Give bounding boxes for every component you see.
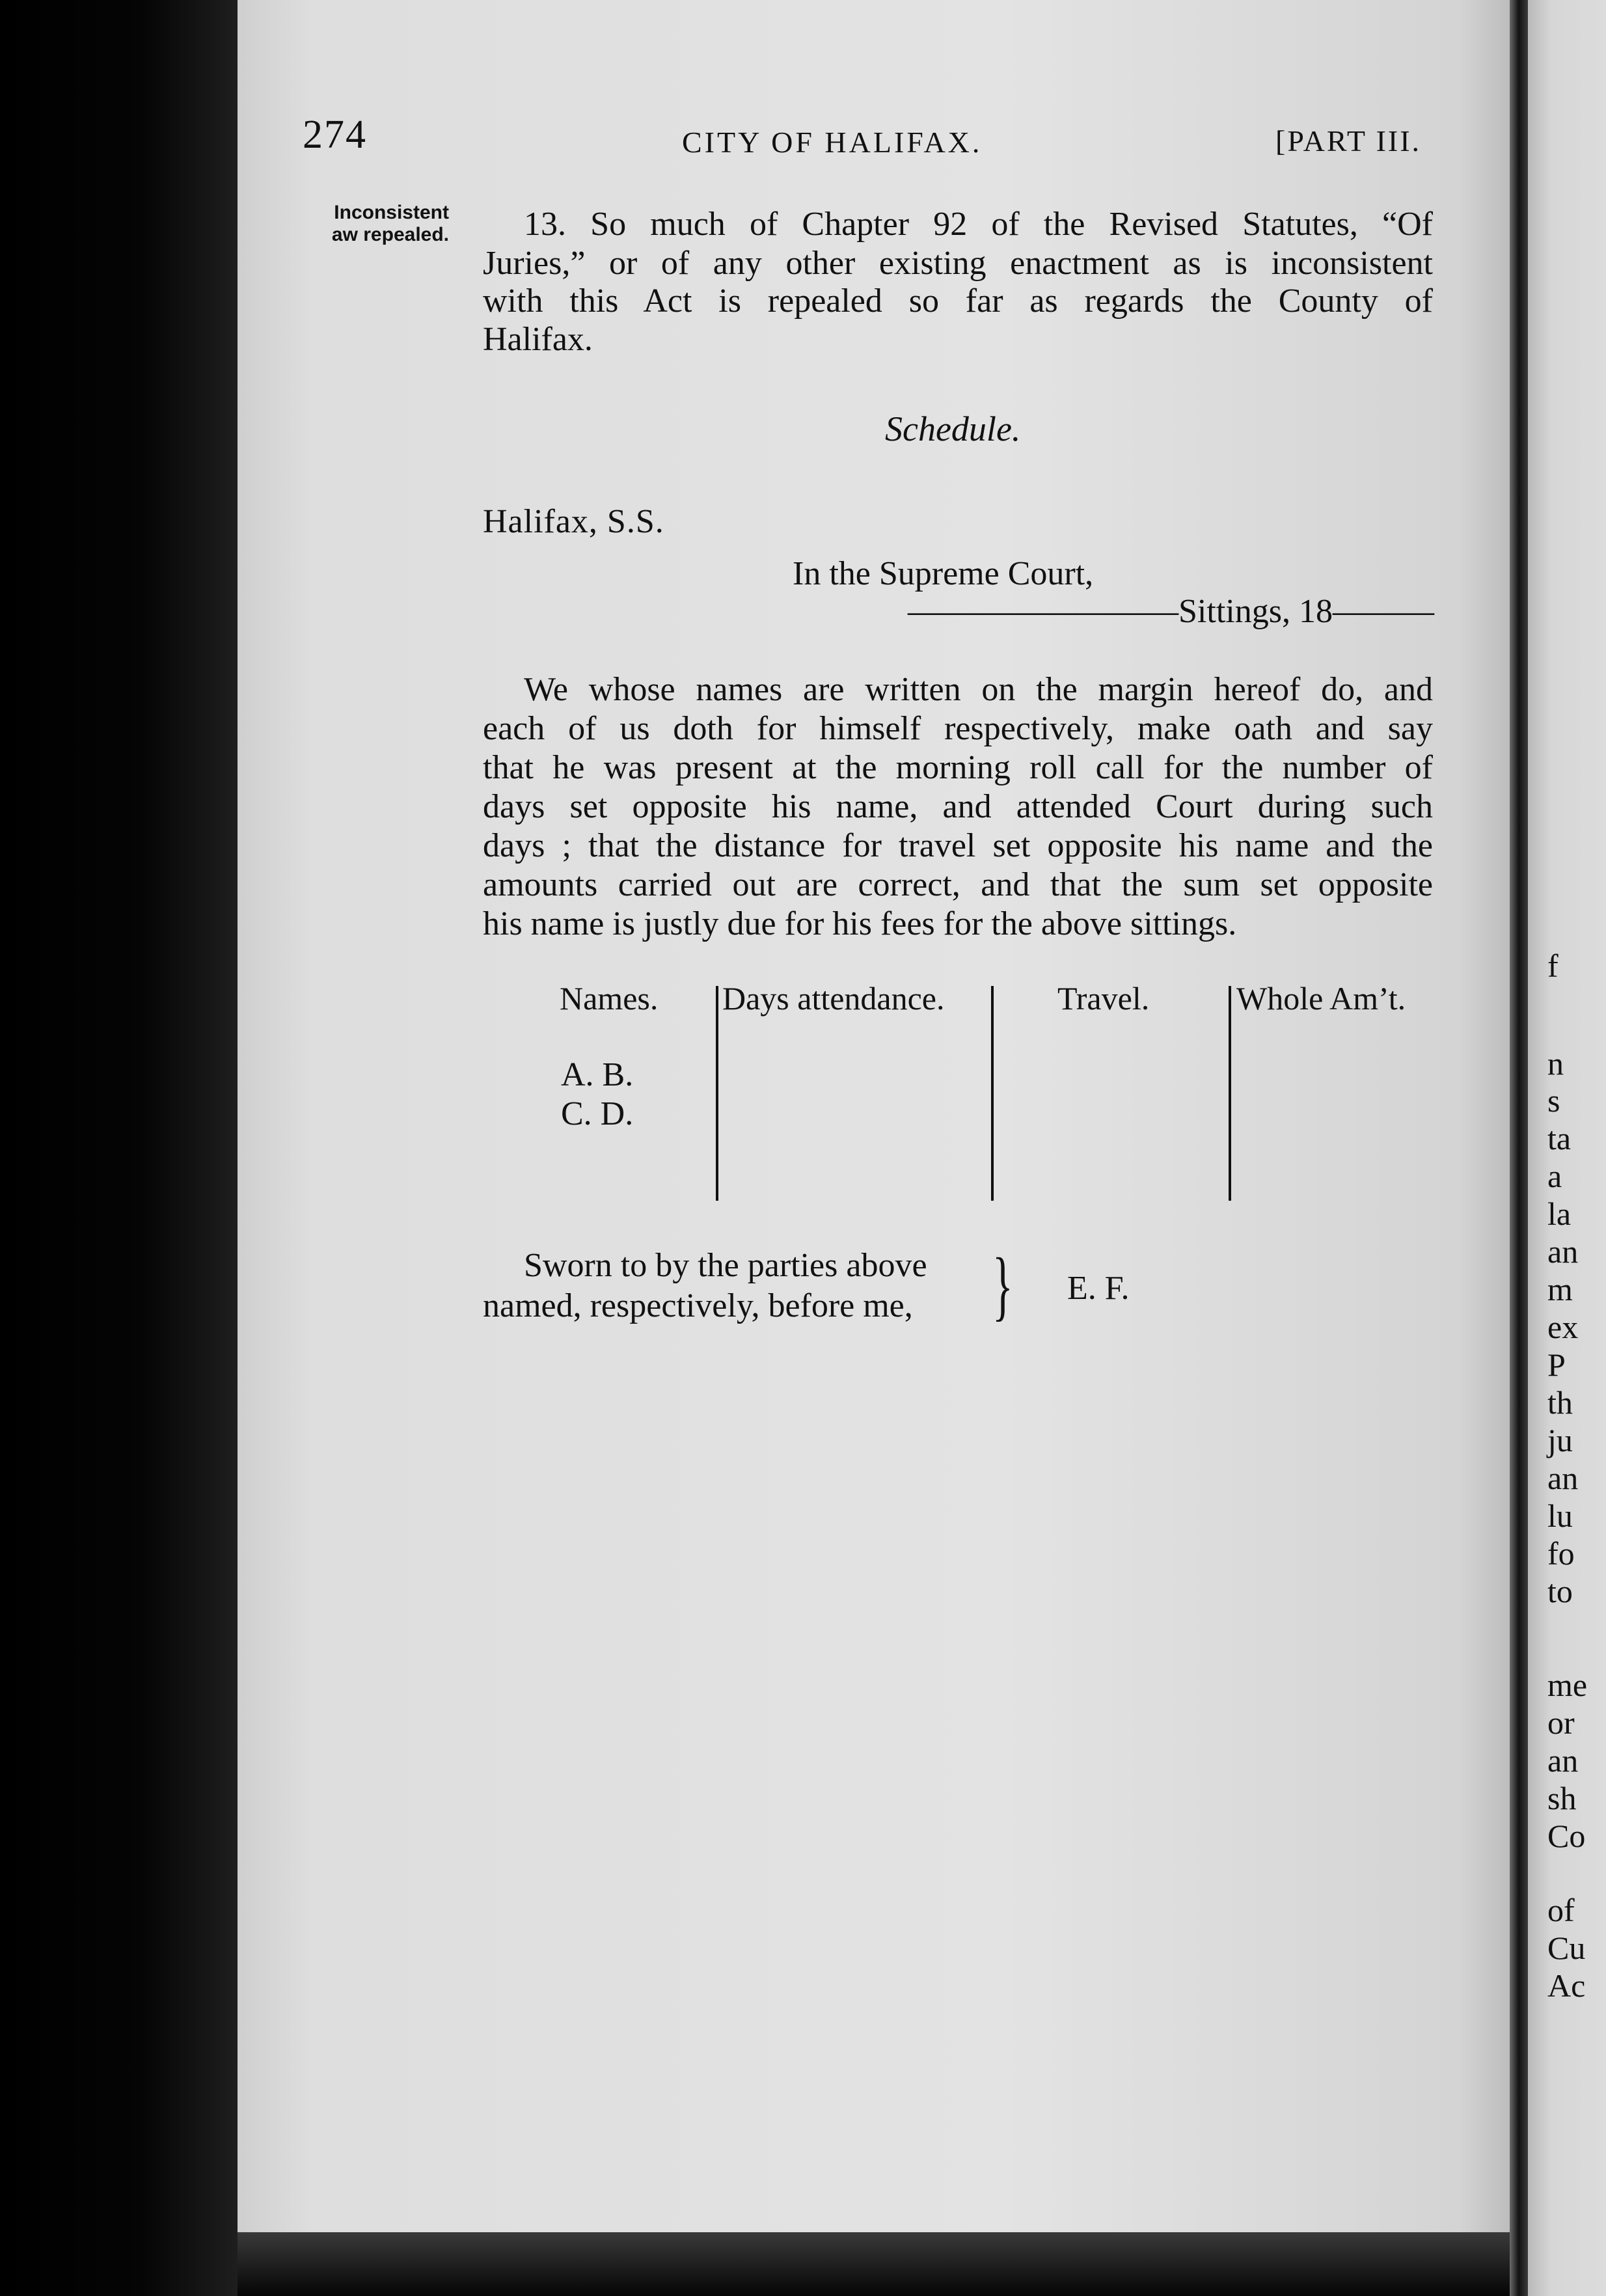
facing-page-fragment: m <box>1547 1271 1573 1307</box>
part-label: [PART III. <box>1275 124 1422 157</box>
sittings-line: ————————Sittings, 18——— <box>908 593 1434 630</box>
facing-page-fragment: Ac <box>1547 1967 1586 2004</box>
facing-page-fragment: an <box>1547 1233 1579 1270</box>
facing-page-edge <box>1528 0 1606 2296</box>
signatory: E. F. <box>1067 1270 1130 1307</box>
facing-page-fragment: ta <box>1547 1120 1572 1156</box>
column-header-whole-amount: Whole Am’t. <box>1236 980 1406 1017</box>
table-column-rule <box>991 986 994 1201</box>
table-row-name: C. D. <box>561 1095 634 1132</box>
facing-page-fragment: s <box>1547 1082 1560 1119</box>
venue-heading: Halifax, S.S. <box>483 503 664 540</box>
table-column-rule <box>1229 986 1231 1201</box>
facing-page-fragment: a <box>1547 1158 1562 1194</box>
column-header-names: Names. <box>560 980 659 1017</box>
scan-dark-border-left <box>0 0 238 2296</box>
facing-page-fragment: th <box>1547 1384 1573 1421</box>
facing-page-fragment: me <box>1547 1667 1588 1703</box>
facing-page-fragment: or <box>1547 1704 1575 1741</box>
sworn-line: Sworn to by the parties above <box>524 1247 927 1284</box>
page-number: 274 <box>303 113 367 157</box>
facing-page-fragment: Co <box>1547 1818 1586 1854</box>
facing-page-fragment: to <box>1547 1573 1573 1609</box>
facing-page-fragment: an <box>1547 1742 1579 1779</box>
schedule-title: Schedule. <box>885 409 1021 448</box>
oath-line: that he was present at the morning roll call for the number of <box>483 749 1433 786</box>
section-13-line: 13. So much of Chapter 92 of the Revised Statutes, “Of <box>524 206 1433 243</box>
facing-page-fragment: ex <box>1547 1309 1579 1345</box>
curly-brace: } <box>992 1242 1013 1328</box>
section-13-line: Halifax. <box>483 321 593 358</box>
oath-line: amounts carried out are correct, and that the sum set opposite <box>483 866 1433 903</box>
facing-page-fragment: la <box>1547 1196 1572 1232</box>
facing-page-fragment: of <box>1547 1892 1575 1928</box>
margin-note-line: Inconsistent <box>334 202 449 223</box>
facing-page-fragment: ju <box>1547 1422 1573 1458</box>
margin-note-line: aw repealed. <box>331 224 449 245</box>
facing-page-fragment: f <box>1547 948 1558 984</box>
table-column-rule <box>716 986 718 1201</box>
oath-line: his name is justly due for his fees for the above sittings. <box>483 905 1237 942</box>
facing-page-fragment: n <box>1547 1045 1564 1082</box>
section-13-line: with this Act is repealed so far as regards the County of <box>483 282 1433 320</box>
running-title: CITY OF HALIFAX. <box>682 126 983 159</box>
oath-line: We whose names are written on the margin hereof do, and <box>524 671 1433 708</box>
facing-page-fragment: P <box>1547 1346 1566 1383</box>
facing-page-fragment: lu <box>1547 1497 1573 1534</box>
table-row-name: A. B. <box>561 1056 634 1093</box>
oath-line: days set opposite his name, and attended Court during such <box>483 788 1433 825</box>
section-13-line: Juries,” or of any other existing enactment as is inconsistent <box>483 245 1433 282</box>
facing-page-fragment: Cu <box>1547 1930 1586 1966</box>
facing-page-fragment: sh <box>1547 1780 1577 1816</box>
column-header-days-attendance: Days attendance. <box>722 980 945 1017</box>
facing-page-fragment: fo <box>1547 1535 1575 1572</box>
book-page <box>238 0 1510 2232</box>
sworn-line: named, respectively, before me, <box>483 1287 913 1324</box>
oath-line: days ; that the distance for travel set opposite his name and the <box>483 827 1433 864</box>
oath-line: each of us doth for himself respectively, make oath and say <box>483 710 1433 747</box>
court-line: In the Supreme Court, <box>793 555 1094 592</box>
scan-dark-border-bottom <box>238 2232 1510 2296</box>
book-gutter <box>1510 0 1528 2296</box>
facing-page-fragment: an <box>1547 1460 1579 1496</box>
column-header-travel: Travel. <box>1057 980 1150 1017</box>
